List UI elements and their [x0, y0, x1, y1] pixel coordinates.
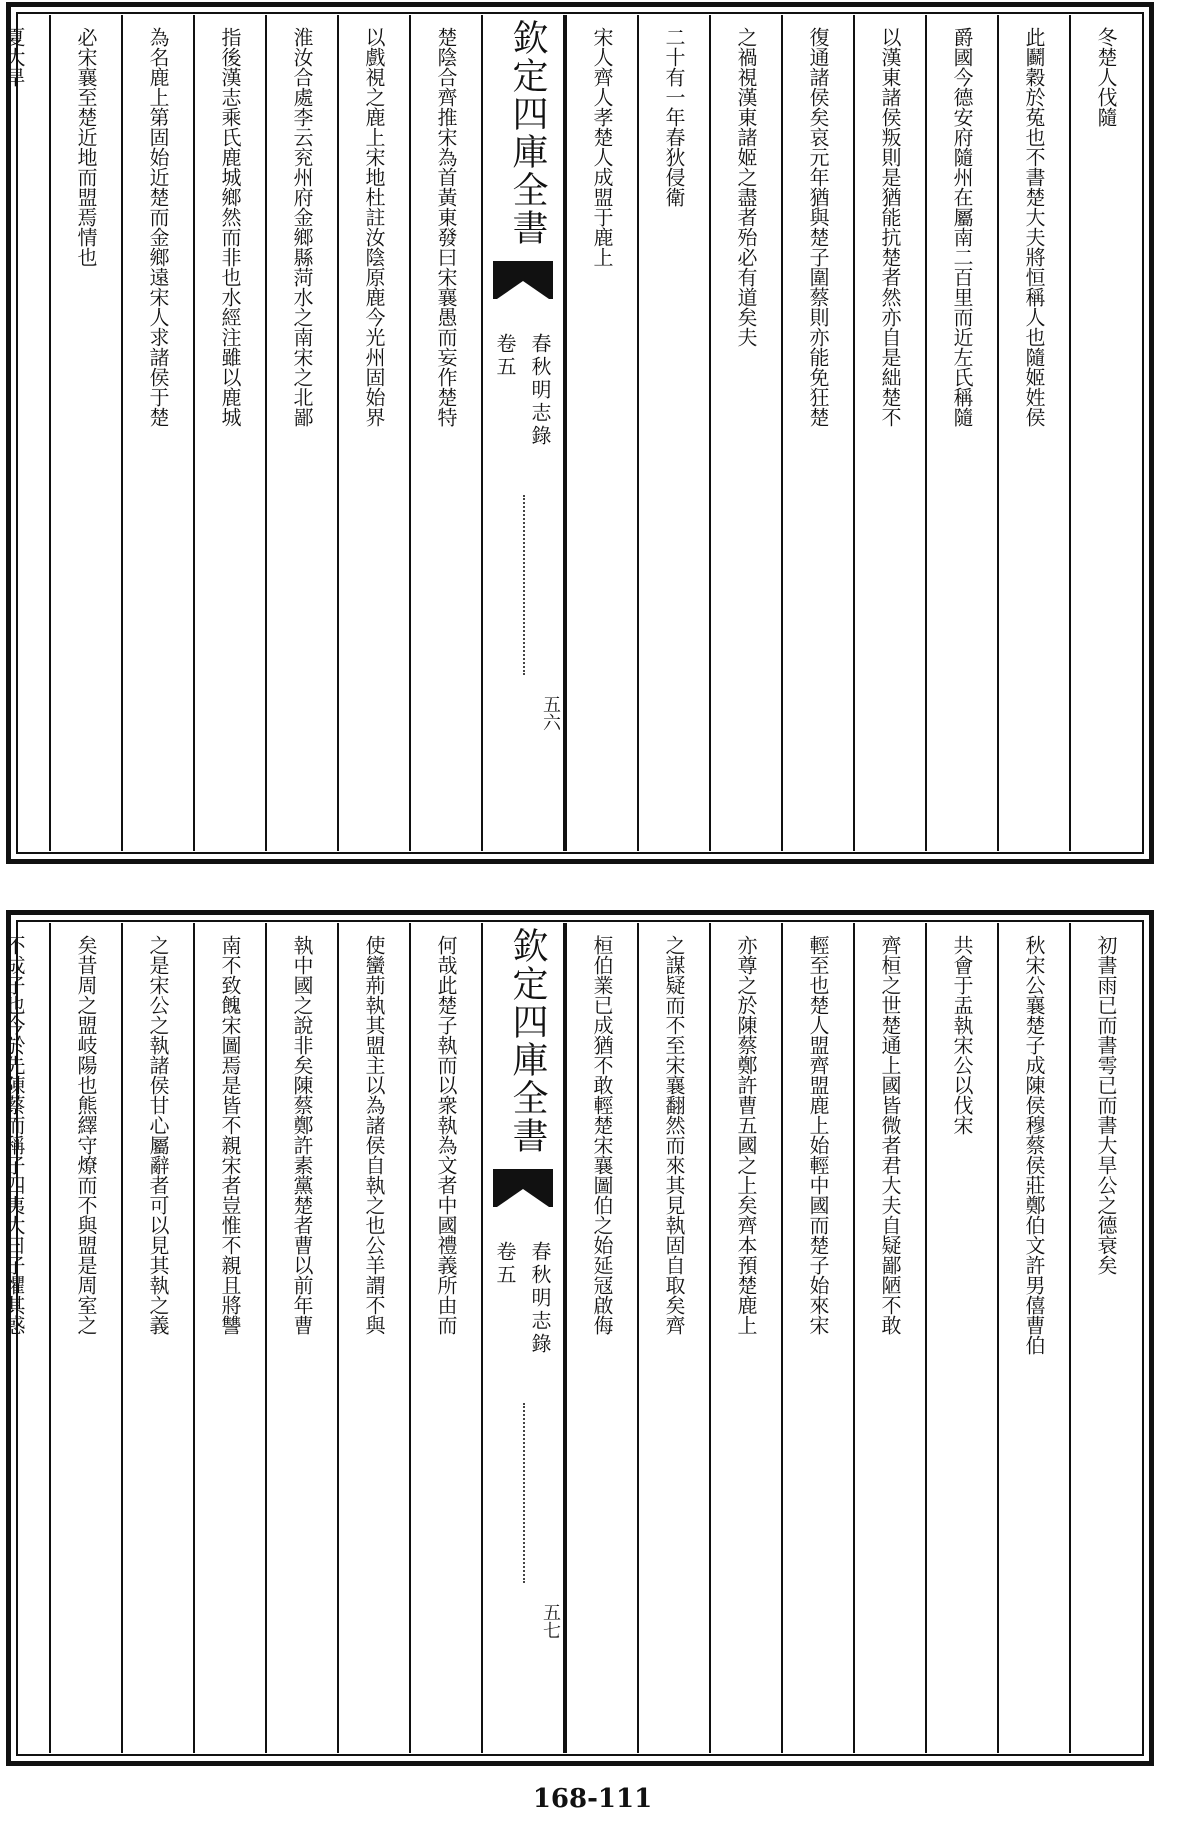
center-subtitle-line: 春秋明志錄: [528, 1241, 552, 1356]
page-number: 五六: [540, 695, 561, 731]
text-column: [337, 15, 409, 851]
column-text: 南不致餽宋圖焉是皆不親宋者豈惟不親且將讐: [218, 935, 242, 1335]
center-title: 欽定四庫全書: [507, 927, 548, 1155]
column-text: 為名鹿上第固始近楚而金鄉遠宋人求諸侯于楚: [146, 27, 170, 427]
text-column: [265, 923, 337, 1753]
center-subtitle: [491, 1241, 555, 1356]
center-fold: [481, 923, 565, 1753]
center-subtitle-line: 卷五: [493, 1241, 517, 1287]
column-text: 執中國之說非矣陳蔡鄭許素黨楚者曹以前年曹: [290, 935, 314, 1335]
column-text: 宋人齊人孝楚人成盟于鹿上: [590, 27, 614, 267]
column-text: 淮汝合處李云兖州府金鄉縣菏水之南宋之北鄙: [290, 27, 314, 427]
column-text: 必宋襄至楚近地而盟焉情也: [74, 27, 98, 267]
text-column: [637, 923, 709, 1753]
dotted-rule: [523, 495, 525, 675]
column-text: 不成子也今於先陳蔡而稱子四夷大曰子懼其惑: [2, 935, 26, 1335]
column-text: 以漢東諸侯叛則是猶能抗楚者然亦自是絀楚不: [878, 27, 902, 427]
bottom-page: [2, 910, 1154, 1766]
column-text: 齊桓之世楚通上國皆微者君大夫自疑鄙陋不敢: [878, 935, 902, 1335]
text-column: [121, 15, 193, 851]
text-column: [49, 923, 121, 1753]
column-text: 亦尊之於陳蔡鄭許曹五國之上矣齊本預楚鹿上: [734, 935, 758, 1335]
text-column: [193, 15, 265, 851]
text-column: [565, 923, 637, 1753]
center-title: 欽定四庫全書: [507, 19, 548, 247]
column-text: 何哉此楚子執而以衆執為文者中國禮義所由而: [434, 935, 458, 1335]
text-column: [781, 923, 853, 1753]
text-column: [565, 15, 637, 851]
column-text: 之謀疑而不至宋襄翻然而來其見執固自取矣齊: [662, 935, 686, 1335]
text-column: [193, 923, 265, 1753]
column-text: 桓伯業已成猶不敢輕楚宋襄圖伯之始延冦啟侮: [590, 935, 614, 1335]
center-subtitle-line: 卷五: [493, 333, 517, 379]
text-column: [49, 15, 121, 851]
column-text: 輕至也楚人盟齊盟鹿上始輕中國而楚子始來宋: [806, 935, 830, 1335]
bottom-columns: [2, 923, 1141, 1753]
text-column: [637, 15, 709, 851]
text-column: [925, 15, 997, 851]
center-fold: [481, 15, 565, 851]
fish-tail-mark: [493, 1169, 553, 1207]
text-column: [853, 15, 925, 851]
text-column: [409, 15, 481, 851]
column-text: 矣昔周之盟岐陽也熊繹守燎而不與盟是周室之: [74, 935, 98, 1335]
column-text: 秋宋公襄楚子成陳侯穆蔡侯莊鄭伯文許男僖曹伯: [1022, 935, 1046, 1355]
column-text: 爵國今德安府隨州在屬南二百里而近左氏稱隨: [950, 27, 974, 427]
text-column: [925, 923, 997, 1753]
column-text: 指後漢志乘氏鹿城鄉然而非也水經注雖以鹿城: [218, 27, 242, 427]
text-column: [709, 15, 781, 851]
column-text: 共會于盂執宋公以伐宋: [950, 935, 974, 1135]
text-column: [121, 923, 193, 1753]
fish-tail-mark: [493, 261, 553, 299]
column-text: 復通諸侯矣哀元年猶與楚子圍蔡則亦能免狂楚: [806, 27, 830, 427]
text-column: [709, 923, 781, 1753]
page-footer-number: 168-111: [532, 1784, 653, 1814]
text-column: [1069, 15, 1141, 851]
top-page: [2, 2, 1154, 864]
text-column: [781, 15, 853, 851]
text-column: [337, 923, 409, 1753]
text-column: [997, 923, 1069, 1753]
column-text: 夏大旱: [2, 27, 26, 87]
text-column: [853, 923, 925, 1753]
text-column: [265, 15, 337, 851]
text-column: [997, 15, 1069, 851]
top-columns: [2, 15, 1141, 851]
dotted-rule: [523, 1403, 525, 1583]
column-text: 之禍視漢東諸姬之盡者殆必有道矣夫: [734, 27, 758, 347]
text-column: [0, 923, 49, 1753]
column-text: 此鬬穀於菟也不書楚大夫將恒稱人也隨姬姓侯: [1022, 27, 1046, 427]
column-text: 楚陰合齊推宋為首黃東發曰宋襄愚而妄作楚特: [434, 27, 458, 427]
center-subtitle: [491, 333, 555, 448]
text-column: [0, 15, 49, 851]
column-text: 初書雨已而書雩已而書大旱公之德衰矣: [1094, 935, 1118, 1275]
column-text: 二十有一年春狄侵衛: [662, 27, 686, 207]
column-text: 冬楚人伐隨: [1094, 27, 1118, 127]
text-column: [1069, 923, 1141, 1753]
column-text: 之是宋公之執諸侯甘心屬辭者可以見其執之義: [146, 935, 170, 1335]
text-column: [409, 923, 481, 1753]
column-text: 以戲視之鹿上宋地杜註汝陰原鹿今光州固始界: [362, 27, 386, 427]
center-subtitle-line: 春秋明志錄: [528, 333, 552, 448]
page-number: 五七: [540, 1603, 561, 1639]
column-text: 使蠻荊執其盟主以為諸侯自執之也公羊謂不與: [362, 935, 386, 1335]
